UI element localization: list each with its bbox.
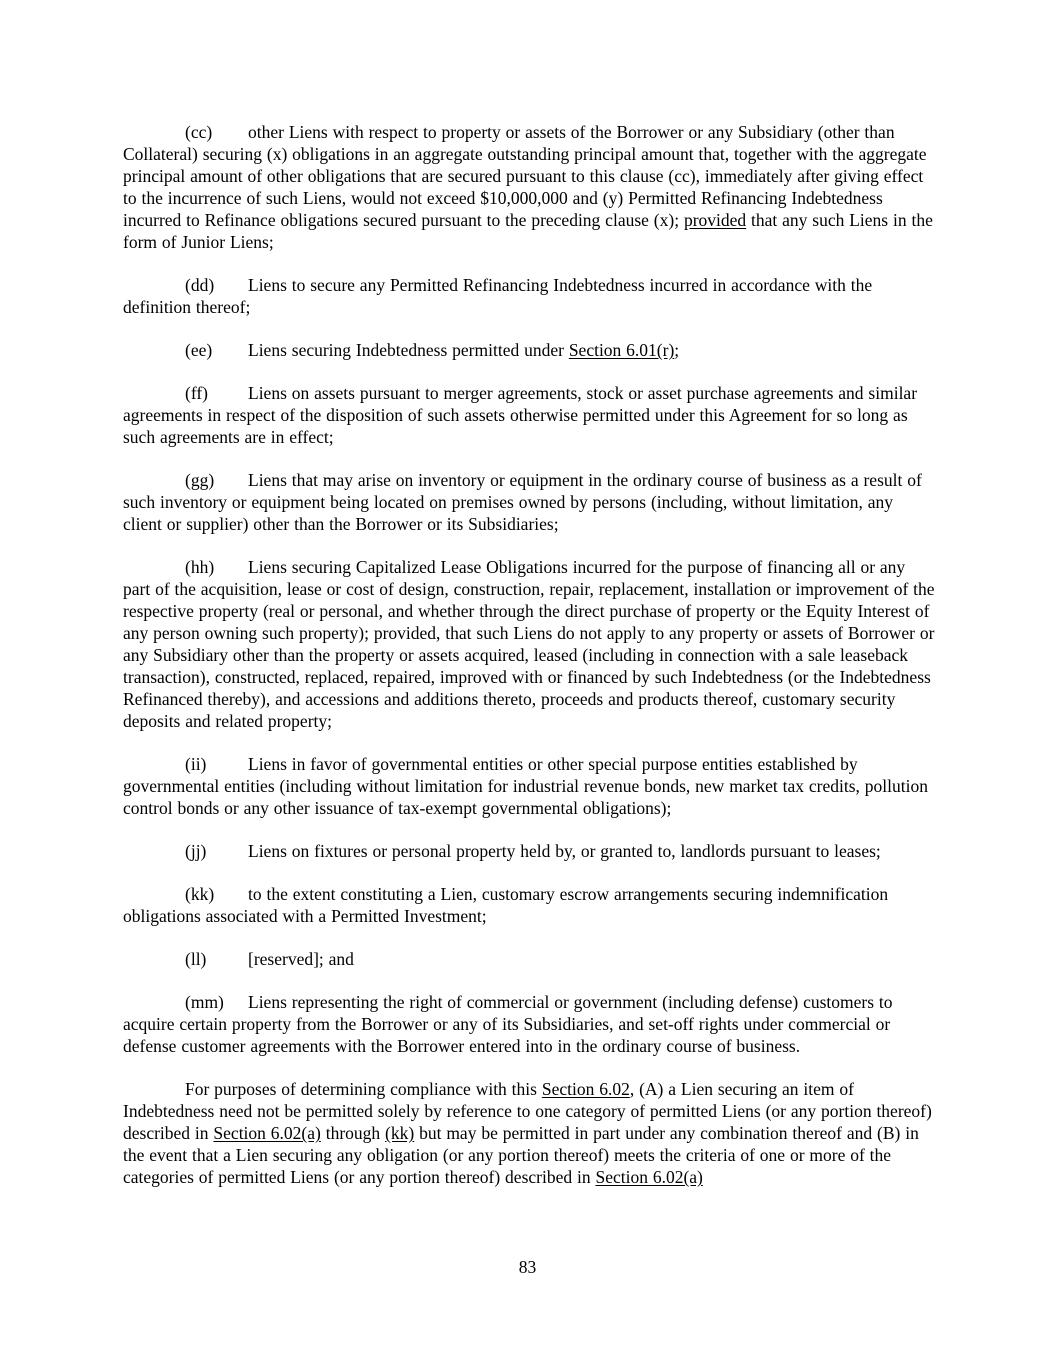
clause-label: (ll) [185, 949, 207, 969]
clause-label: (cc) [185, 122, 213, 142]
section-reference: Section 6.02 [541, 1079, 630, 1099]
text-run: but may be permitted in part under any combination thereof and (B) in the event that a Lien securing any obligation (or any portion thereof) meets the criteria of one or more of the categories of permitted Liens (or any portion thereof) described in [123, 1123, 919, 1187]
paragraph-kk [123, 883, 936, 927]
section-reference: Section 6.02(a) [595, 1167, 703, 1187]
text-run: Liens on assets pursuant to merger agreements, stock or asset purchase agreements and similar agreements in respect of the disposition of such assets otherwise permitted under this Agreement for so long as such agreements are in effect; [123, 383, 918, 447]
clause-label: (ii) [185, 754, 207, 774]
text-run: Liens to secure any Permitted Refinancing Indebtedness incurred in accordance with the definition thereof; [123, 275, 873, 317]
text-run: Liens on fixtures or personal property held by, or granted to, landlords pursuant to leases; [248, 841, 881, 861]
clause-label: (ff) [185, 383, 208, 403]
paragraph-gg [123, 469, 936, 535]
paragraph-jj [123, 840, 936, 862]
clause-label: (mm) [185, 992, 224, 1012]
text-run: other Liens with respect to property or assets of the Borrower or any Subsidiary (other than Collateral) securing (x) obligations in an aggregate outstanding principal amount that, together with the aggregate principal amount of other obligations that are secured pursuant to this clause (cc), immediately after giving effect to the incurrence of such Liens, would not exceed $10,000,000 and (y) Permitted Refinancing Indebtedness incurred to Refinance obligations secured pursuant to the preceding clause (x); [123, 122, 927, 230]
text-run: to the extent constituting a Lien, customary escrow arrangements securing indemnification obligations associated with a Permitted Investment; [123, 884, 889, 926]
text-run: Liens securing Capitalized Lease Obligations incurred for the purpose of financing all or any part of the acquisition, lease or cost of design, construction, repair, replacement, installation or improvement of the respective property (real or personal, and whether through the direct purchase of property or the Equity Interest of any person owning such property); provided, that such Liens do not apply to any property or assets of Borrower or any Subsidiary other than the property or assets acquired, leased (including in connection with a sale leaseback transaction), constructed, replaced, repaired, improved with or financed by such Indebtedness (or the Indebtedness Refinanced thereby), and accessions and additions thereto, proceeds and products thereof, customary security deposits and related property; [123, 557, 935, 731]
paragraph-ll [123, 948, 936, 970]
clause-label: (kk) [185, 884, 215, 904]
paragraph-hh [123, 556, 936, 732]
text-run: For purposes of determining compliance with this [185, 1079, 542, 1099]
text-run: that any such Liens in the form of Junior Liens; [123, 210, 933, 252]
text-run: Liens in favor of governmental entities or other special purpose entities established by governmental entities (including without limitation for industrial revenue bonds, new market tax credits, pollution control bonds or any other issuance of tax-exempt governmental obligations); [123, 754, 929, 818]
text-run: through [320, 1123, 386, 1143]
underlined-term: provided [683, 210, 747, 230]
paragraph-ii [123, 753, 936, 819]
clause-label: (gg) [185, 470, 215, 490]
page-number: 83 [518, 1257, 537, 1277]
clause-label: (jj) [185, 841, 207, 861]
text-run: [reserved]; and [248, 949, 354, 969]
paragraph-dd [123, 274, 936, 318]
paragraph-ff [123, 382, 936, 448]
text-run: Liens representing the right of commercial or government (including defense) customers to acquire certain property from the Borrower or any of its Subsidiaries, and set-off rights under commercial or defense customer agreements with the Borrower entered into in the ordinary course of business. [123, 992, 893, 1056]
section-reference: Section 6.02(a) [213, 1123, 321, 1143]
clause-label: (dd) [185, 275, 215, 295]
paragraph-ee [123, 339, 936, 361]
paragraph-mm [123, 991, 936, 1057]
paragraph-compliance [123, 1078, 936, 1188]
text-run: Liens securing Indebtedness permitted under [248, 340, 569, 360]
text-run: Liens that may arise on inventory or equipment in the ordinary course of business as a result of such inventory or equipment being located on premises owned by persons (including, without limitation, any client or supplier) other than the Borrower or its Subsidiaries; [123, 470, 922, 534]
text-run: , (A) a Lien securing an item of Indebtedness need not be permitted solely by reference to one category of permitted Liens (or any portion thereof) described in [123, 1079, 932, 1143]
section-reference: Section 6.01(r) [568, 340, 675, 360]
paragraph-cc [123, 121, 936, 253]
clause-label: (ee) [185, 340, 213, 360]
document-body [123, 121, 936, 1209]
clause-reference: (kk) [385, 1123, 415, 1143]
clause-label: (hh) [185, 557, 215, 577]
text-run: ; [674, 340, 680, 360]
